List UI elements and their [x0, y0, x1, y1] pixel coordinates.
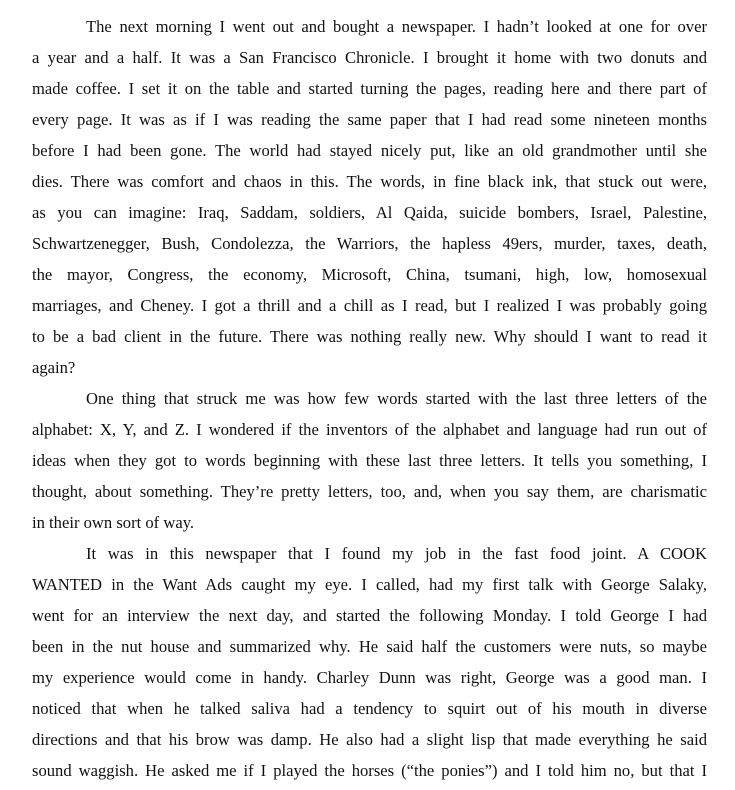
- text-line: noticed that when he talked saliva had a tendency to squirt out of his mouth in diverse: [32, 699, 707, 718]
- text-line: dies. There was comfort and chaos in this. The words, in fine black ink, that stuck out were,: [32, 172, 707, 191]
- text-line: One thing that struck me was how few words started with the last three letters of the: [86, 389, 707, 408]
- text-line: WANTED in the Want Ads caught my eye. I called, had my first talk with George Salaky,: [32, 575, 707, 594]
- text-line: marriages, and Cheney. I got a thrill and a chill as I read, but I realized I was probably going: [32, 296, 707, 315]
- text-line: Schwartzenegger, Bush, Condolezza, the Warriors, the hapless 49ers, murder, taxes, death,: [32, 234, 707, 253]
- text-line: went for an interview the next day, and started the following Monday. I told George I had: [32, 606, 707, 625]
- text-line: the mayor, Congress, the economy, Microsoft, China, tsumani, high, low, homosexual: [32, 265, 707, 284]
- paragraph-alphabet: [32, 383, 707, 538]
- text-line: again?: [32, 358, 76, 377]
- text-line: as you can imagine: Iraq, Saddam, soldiers, Al Qaida, suicide bombers, Israel, Palestine,: [32, 203, 707, 222]
- text-line: made coffee. I set it on the table and started turning the pages, reading here and there part of: [32, 79, 707, 98]
- text-line: in their own sort of way.: [32, 513, 195, 532]
- text-line: It was in this newspaper that I found my job in the fast food joint. A COOK: [86, 544, 707, 563]
- text-line: ideas when they got to words beginning with these last three letters. It tells you something, I: [32, 451, 707, 470]
- text-line: before I had been gone. The world had stayed nicely put, like an old grandmother until she: [32, 141, 707, 160]
- text-line: directions and that his brow was damp. He also had a slight lisp that made everything he said: [32, 730, 707, 749]
- text-line: thought, about something. They’re pretty letters, too, and, when you say them, are charismatic: [32, 482, 707, 501]
- text-line: every page. It was as if I was reading the same paper that I had read some nineteen months: [32, 110, 707, 129]
- text-line: a year and a half. It was a San Francisco Chronicle. I brought it home with two donuts and: [32, 48, 707, 67]
- paragraph-newspaper: [32, 11, 707, 383]
- paragraph-job: [32, 538, 707, 786]
- text-line: to be a bad client in the future. There was nothing really new. Why should I want to read it: [32, 327, 707, 346]
- text-line: alphabet: X, Y, and Z. I wondered if the inventors of the alphabet and language had run out of: [32, 420, 707, 439]
- text-line: my experience would come in handy. Charley Dunn was right, George was a good man. I: [32, 668, 707, 687]
- text-line: been in the nut house and summarized why. He said half the customers were nuts, so maybe: [32, 637, 707, 656]
- text-line: The next morning I went out and bought a newspaper. I hadn’t looked at one for over: [86, 17, 707, 36]
- text-line: sound waggish. He asked me if I played the horses (“the ponies”) and I told him no, but that I: [32, 761, 707, 780]
